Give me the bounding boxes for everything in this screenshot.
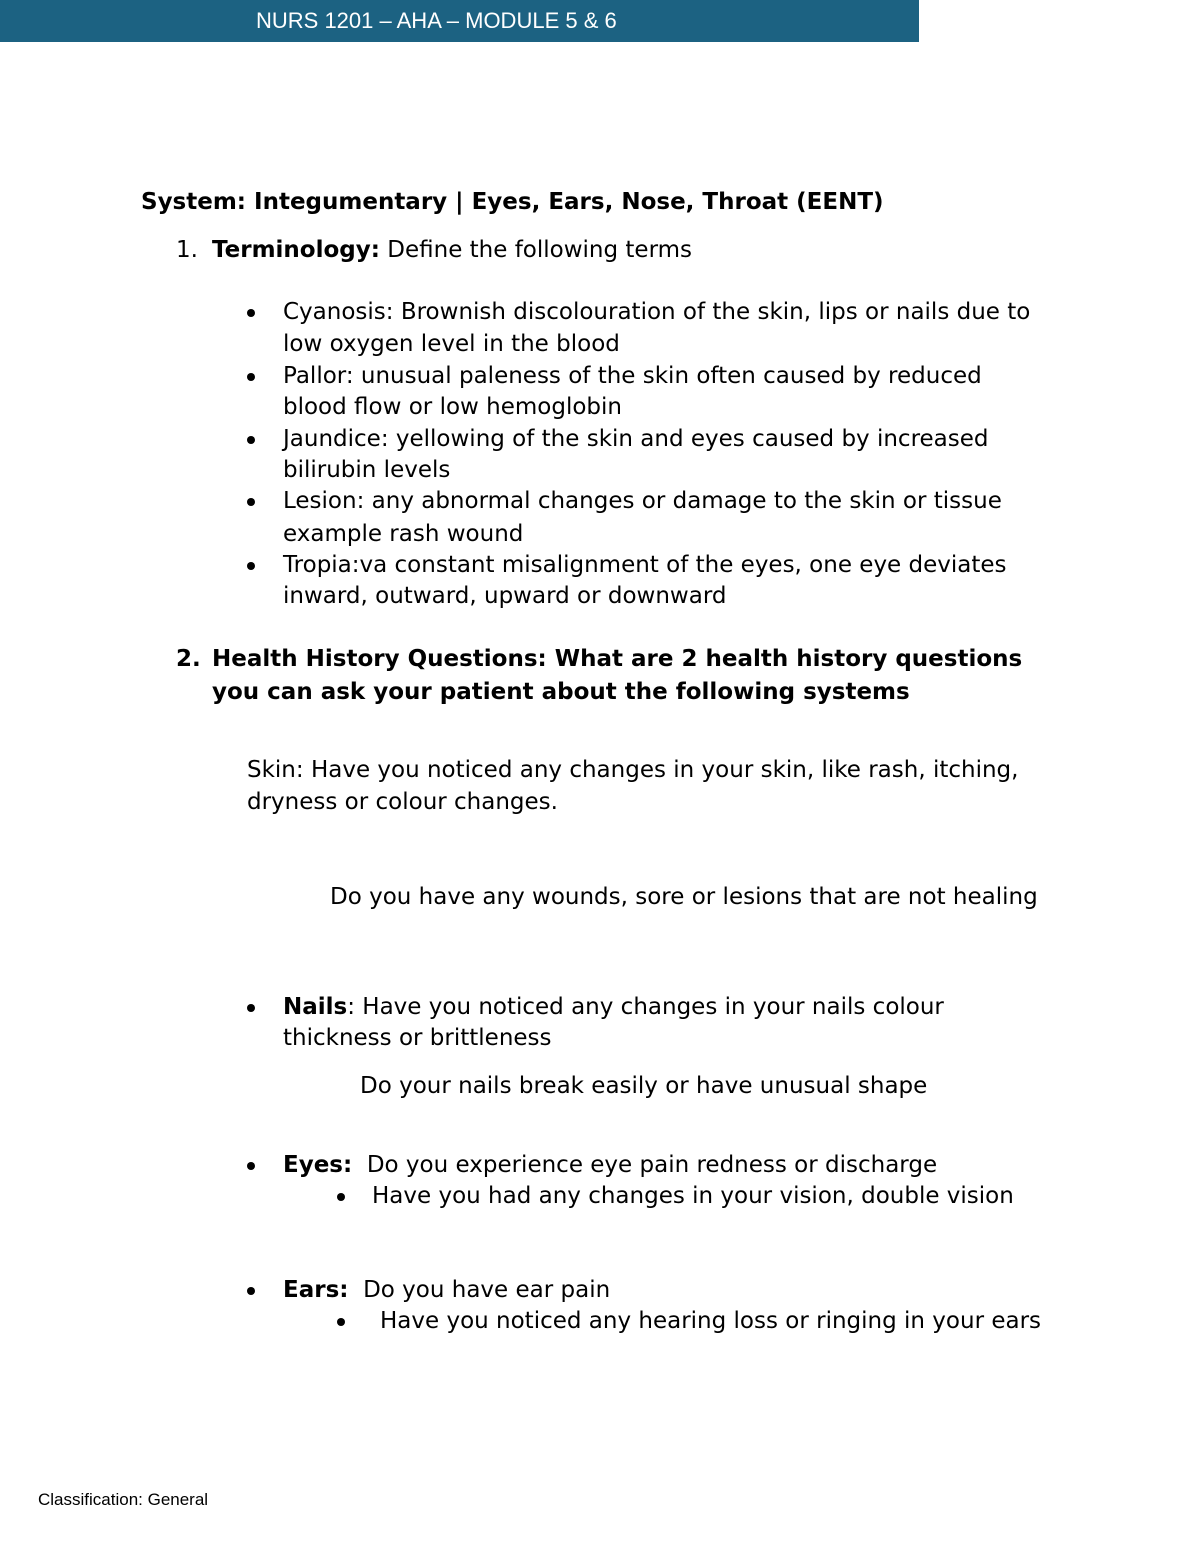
- skin-question1-line2: dryness or colour changes.: [247, 789, 558, 815]
- bullet-icon: [247, 309, 255, 317]
- term-lesion-line1: Lesion: any abnormal changes or damage to the skin or tissue: [283, 488, 1002, 514]
- bullet-icon: [247, 562, 255, 570]
- bullet-icon: [247, 1287, 255, 1295]
- bullet-icon: [247, 498, 255, 506]
- ears-question1-text: Do you have ear pain: [348, 1277, 611, 1303]
- term-jaundice-line2: bilirubin levels: [283, 457, 451, 483]
- skin-question2: Do you have any wounds, sore or lesions that are not healing: [330, 884, 1038, 910]
- bullet-icon: [247, 1004, 255, 1012]
- ears-question1: [283, 1275, 610, 1307]
- nails-question2: Do your nails break easily or have unusual shape: [360, 1073, 928, 1099]
- eyes-label: Eyes:: [283, 1152, 353, 1178]
- bullet-icon: [247, 436, 255, 444]
- system-heading: System: Integumentary | Eyes, Ears, Nose, Throat (EENT): [141, 189, 884, 215]
- section1-title: Terminology:: [212, 237, 380, 263]
- bullet-icon: [337, 1318, 345, 1326]
- nails-label: Nails: [283, 994, 348, 1020]
- term-pallor-line2: blood flow or low hemoglobin: [283, 394, 622, 420]
- header-title: NURS 1201 – AHA – MODULE 5 & 6: [256, 8, 617, 33]
- eyes-question2: Have you had any changes in your vision, double vision: [372, 1183, 1014, 1209]
- section2-heading-line1: Health History Questions: What are 2 health history questions: [212, 646, 1023, 672]
- nails-question1-text: : Have you noticed any changes in your nails colour: [347, 994, 944, 1020]
- eyes-question1-text: Do you experience eye pain redness or discharge: [352, 1152, 938, 1178]
- classification-footer: Classification: General: [38, 1490, 209, 1509]
- section1-subtitle: Define the following terms: [379, 237, 693, 263]
- ears-question2: Have you noticed any hearing loss or ringing in your ears: [380, 1308, 1042, 1334]
- term-tropia-line1: Tropia:va constant misalignment of the eyes, one eye deviates: [283, 552, 1007, 578]
- term-cyanosis-line1: Cyanosis: Brownish discolouration of the skin, lips or nails due to: [283, 299, 1031, 325]
- eyes-question1: [283, 1150, 937, 1182]
- term-tropia-line2: inward, outward, upward or downward: [283, 583, 727, 609]
- nails-question1-line2: thickness or brittleness: [283, 1025, 552, 1051]
- section2-number: 2.: [176, 646, 201, 672]
- section1-heading: [212, 235, 692, 267]
- term-pallor-line1: Pallor: unusual paleness of the skin often caused by reduced: [283, 363, 982, 389]
- term-cyanosis-line2: low oxygen level in the blood: [283, 331, 620, 357]
- ears-label: Ears:: [283, 1277, 349, 1303]
- nails-question1-line1: [283, 992, 944, 1024]
- term-lesion-line2: example rash wound: [283, 521, 524, 547]
- term-jaundice-line1: Jaundice: yellowing of the skin and eyes caused by increased: [283, 426, 989, 452]
- bullet-icon: [337, 1193, 345, 1201]
- bullet-icon: [247, 1162, 255, 1170]
- header-bar: [0, 0, 919, 42]
- bullet-icon: [247, 373, 255, 381]
- section2-heading-line2: you can ask your patient about the following systems: [212, 679, 910, 705]
- skin-question1-line1: Skin: Have you noticed any changes in your skin, like rash, itching,: [247, 757, 1019, 783]
- section1-number: 1.: [176, 237, 198, 263]
